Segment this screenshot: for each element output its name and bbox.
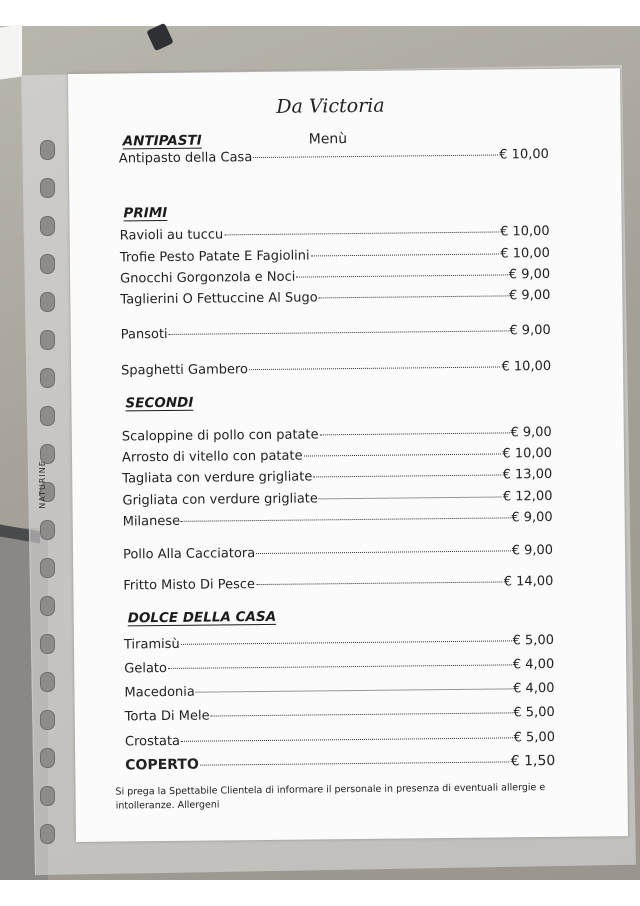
menu-item [122,425,552,448]
item-name: Macedonia [124,684,195,701]
leader-dots [296,274,507,277]
leader-dots [200,761,510,765]
menu-item [120,224,550,247]
item-name: Spaghetti Gambero [121,362,249,379]
image-border-bottom [0,880,640,906]
binder-hole [40,292,55,312]
item-price: € 10,00 [500,245,550,262]
menu-item [122,446,552,469]
section-heading-secondi: SECONDI [125,394,194,412]
binder-hole [40,824,55,844]
leader-dots [256,581,503,585]
item-price: € 10,00 [499,223,550,240]
leader-dots [311,253,500,256]
menu-item [120,246,550,269]
binder-hole [40,634,55,654]
menu-item [123,510,553,533]
leader-dots [256,550,510,554]
leader-dots [168,664,512,669]
menu-item [120,267,550,290]
section-heading-primi: PRIMI [123,204,168,222]
item-name: Torta Di Mele [124,708,210,725]
leader-dots [181,640,512,644]
binder-hole [40,710,55,730]
menu-sheet [68,68,628,842]
binder-hole [40,216,55,236]
item-name: Gnocchi Gorgonzola e Noci [120,269,296,287]
leader-dots [319,496,502,499]
menu-item [124,633,554,656]
allergy-note: Si prega la Spettabile Clientela di informare il personale in presenza di eventuali allergie e intolleranze. Allergeni [115,782,546,812]
item-name: Arrosto di vitello con patate [121,448,303,466]
binder-hole [40,368,55,388]
item-price: € 5,00 [512,632,555,649]
leader-dots [320,432,510,435]
item-price: € 4,00 [513,680,555,697]
item-name: Tiramisù [123,636,180,653]
item-price: € 9,00 [511,509,553,526]
menu-item [124,681,554,704]
menu-item [121,323,551,346]
leader-dots [313,474,501,477]
coperto-label: COPERTO [125,756,199,774]
menu-item [125,705,555,728]
menu-label: Menù [308,131,348,148]
item-name: Scaloppine di pollo con patate [121,427,319,445]
binder-hole [40,406,55,426]
menu-item [123,574,553,597]
item-price: € 5,00 [513,729,556,746]
leader-dots [249,366,500,370]
leader-dots [319,295,508,298]
menu-item [120,288,550,311]
item-name: Crostata [124,733,181,750]
binder-hole [40,330,55,350]
menu-item [124,657,554,680]
leader-dots [253,154,498,158]
item-name: Taglierini O Fettuccine Al Sugo [120,290,318,308]
item-name: Milanese [122,513,181,530]
binder-hole [40,178,55,198]
item-price: € 4,00 [512,656,555,673]
section-heading-dolce: DOLCE DELLA CASA [127,608,277,627]
paper-card-corner [0,24,22,79]
item-name: Gelato [124,660,168,677]
restaurant-name: Da Victoria [276,94,385,118]
sleeve-brand-label: NATURINE [37,460,47,509]
leader-dots [224,231,499,235]
item-price: € 10,00 [501,358,552,375]
item-price: € 14,00 [503,573,554,590]
leader-dots [181,737,513,741]
menu-item [122,467,552,490]
item-price: € 9,00 [511,542,554,559]
leader-dots [181,517,510,521]
item-name: Fritto Misto Di Pesce [123,577,256,594]
binder-hole [40,254,55,274]
binder-hole [40,520,55,540]
binder-hole [40,558,55,578]
item-name: Antipasto della Casa [118,150,253,167]
item-price: € 9,00 [508,266,551,283]
item-name: Tagliata con verdure grigliate [122,469,313,487]
item-price: € 9,00 [508,287,551,304]
image-border-top [0,0,640,26]
item-name: Ravioli au tuccu [119,227,224,244]
menu-item [119,147,549,170]
item-price: € 10,00 [499,146,549,163]
leader-dots [211,712,513,716]
binder-hole [40,672,55,692]
item-price: € 9,00 [509,322,551,339]
item-name: Pansoti [120,326,168,343]
leader-dots [169,330,509,335]
menu-item [121,359,551,382]
menu-item [125,730,555,753]
coperto-row [125,753,555,776]
item-price: € 12,00 [502,488,553,505]
leader-dots [196,688,512,692]
item-name: Pollo Alla Cacciatora [122,546,256,563]
leader-dots [304,453,502,456]
item-name: Trofie Pesto Patate E Fagiolini [119,248,310,266]
binder-hole [40,596,55,616]
item-price: € 10,00 [502,445,553,462]
item-price: € 9,00 [510,424,552,441]
menu-item [122,489,552,512]
binder-hole [40,748,55,768]
item-price: € 5,00 [513,704,555,721]
section-heading-antipasti: ANTIPASTI [122,132,202,150]
item-name: Grigliata con verdure grigliate [122,491,318,509]
binder-hole [40,140,55,160]
item-price: € 13,00 [502,466,553,483]
coperto-price: € 1,50 [510,752,556,770]
menu-item [123,543,553,566]
binder-hole [40,786,55,806]
